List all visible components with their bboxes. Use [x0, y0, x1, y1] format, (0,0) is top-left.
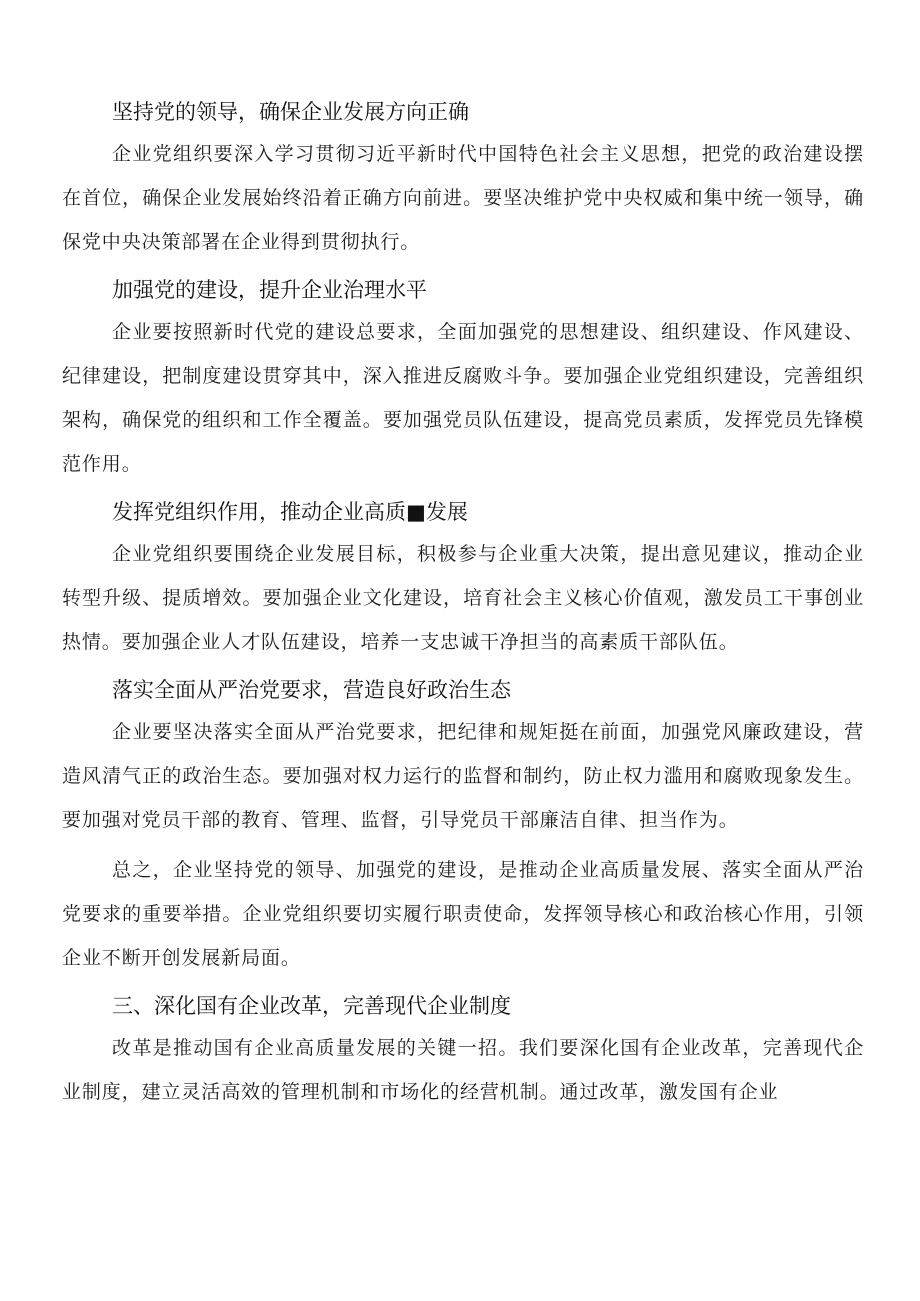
- section-three-heading: 三、深化国有企业改革，完善现代企业制度: [112, 994, 511, 1018]
- section-paragraph-4: 企业要坚决落实全面从严治党要求，把纪律和规矩挺在前面，加强党风廉政建设，营造风清气正的政治生态。要加强对权力运行的监督和制约，防止权力滥用和腐败现象发生。要加强对党员干部的教育、管理、监督，引导党员干部廉洁自律、担当作为。: [62, 721, 864, 831]
- section-heading-2: 加强党的建设，提升企业治理水平: [112, 278, 427, 302]
- section-paragraph-1: 企业党组织要深入学习贯彻习近平新时代中国特色社会主义思想，把党的政治建设摆在首位，确保企业发展始终沿着正确方向前进。要坚决维护党中央权威和集中统一领导，确保党中央决策部署在企业得到贯彻执行。: [62, 143, 864, 253]
- section-heading-1: 坚持党的领导，确保企业发展方向正确: [112, 100, 469, 124]
- section-paragraph-2: 企业要按照新时代党的建设总要求，全面加强党的思想建设、组织建设、作风建设、纪律建设，把制度建设贯穿其中，深入推进反腐败斗争。要加强企业党组织建设，完善组织架构，确保党的组织和工作全覆盖。要加强党员队伍建设，提高党员素质，发挥党员先锋模范作用。: [62, 321, 864, 475]
- section-heading-4: 落实全面从严治党要求，营造良好政治生态: [112, 678, 511, 702]
- section-paragraph-3: 企业党组织要围绕企业发展目标，积极参与企业重大决策，提出意见建议，推动企业转型升级、提质增效。要加强企业文化建设，培育社会主义核心价值观，激发员工干事创业热情。要加强企业人才队伍建设，培养一支忠诚干净担当的高素质干部队伍。: [62, 543, 864, 653]
- summary-paragraph: 总之，企业坚持党的领导、加强党的建设，是推动企业高质量发展、落实全面从严治党要求的重要举措。企业党组织要切实履行职责使命，发挥领导核心和政治核心作用，引领企业不断开创发展新局面。: [62, 859, 864, 969]
- section-heading-3: 发挥党组织作用，推动企业高质■发展: [112, 500, 468, 524]
- section-three-paragraph: 改革是推动国有企业高质量发展的关键一招。我们要深化国有企业改革，完善现代企业制度，建立灵活高效的管理机制和市场化的经营机制。通过改革，激发国有企业: [62, 1037, 864, 1103]
- document-page: [62, 92, 864, 1114]
